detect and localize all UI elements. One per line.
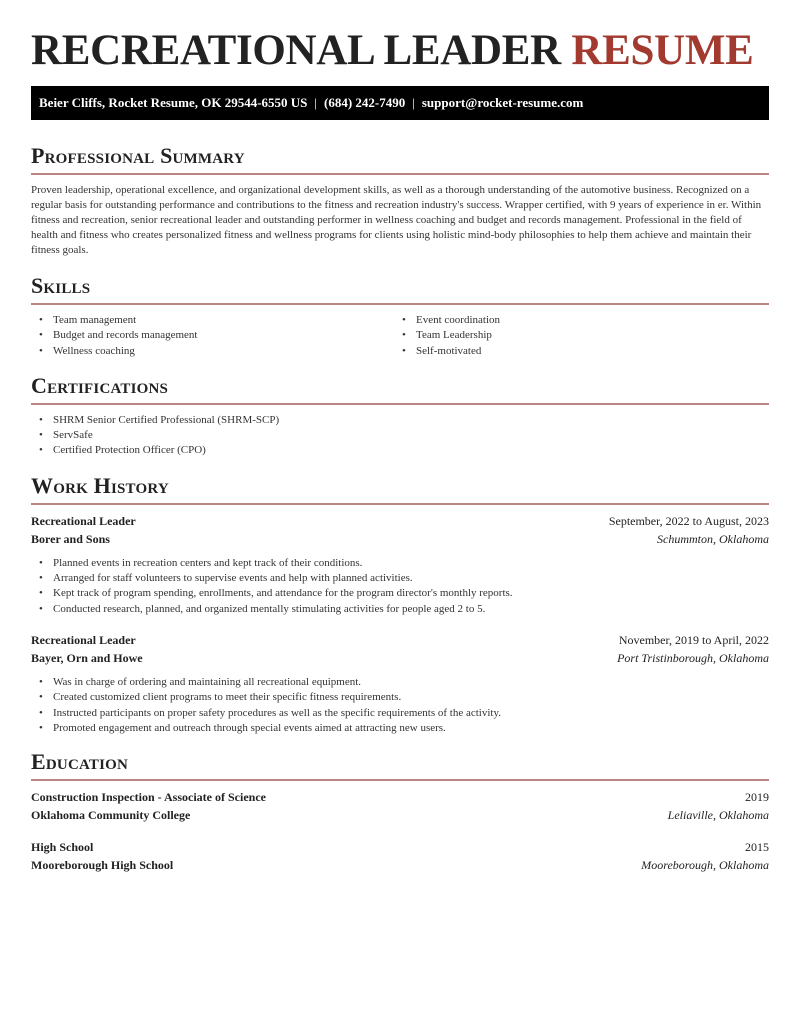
- job-company: Borer and Sons: [31, 531, 110, 546]
- education-location: Leliaville, Oklahoma: [667, 808, 769, 823]
- education-entry: [31, 838, 769, 874]
- contact-email[interactable]: support@rocket-resume.com: [421, 95, 584, 110]
- education-degree-row: [31, 788, 769, 806]
- section-divider: [31, 403, 769, 405]
- certification-item: • ServSafe: [31, 428, 769, 443]
- job-dates: November, 2019 to April, 2022: [618, 632, 769, 647]
- skill-item: • Team Leadership: [394, 328, 757, 343]
- education-year: 2019: [745, 790, 769, 805]
- job-position: Recreational Leader: [31, 632, 136, 647]
- job-duty: • Arranged for staff volunteers to supervise events and help with planned activities.: [31, 571, 769, 586]
- education-degree-row: [31, 838, 769, 856]
- job-company-row: [31, 649, 769, 667]
- education-location: Mooreborough, Oklahoma: [641, 858, 769, 873]
- job-duties-list: [31, 556, 769, 617]
- job-duty: • Conducted research, planned, and organized mentally stimulating activities for people aged 2 to 5.: [31, 602, 769, 617]
- certifications-list: [31, 413, 769, 459]
- job-header-row: [31, 512, 769, 530]
- summary-section: [31, 143, 769, 258]
- section-heading-education: Education: [31, 749, 129, 775]
- resume-page: [31, 0, 769, 874]
- job-dates: September, 2022 to August, 2023: [608, 513, 769, 528]
- education-school: Oklahoma Community College: [31, 808, 191, 823]
- skills-section: [31, 273, 769, 359]
- resume-title: [31, 27, 769, 75]
- job-entry: [31, 631, 769, 736]
- education-degree: Construction Inspection - Associate of Science: [31, 790, 266, 805]
- skills-column-left: [31, 313, 394, 359]
- skill-item: • Event coordination: [394, 313, 757, 328]
- contact-separator: |: [314, 95, 318, 110]
- section-heading-work-history: Work History: [31, 472, 169, 498]
- education-school-row: [31, 806, 769, 824]
- job-duty: • Was in charge of ordering and maintaining all recreational equipment.: [31, 675, 769, 690]
- education-school: Mooreborough High School: [31, 858, 174, 873]
- education-section: [31, 749, 769, 874]
- work-history-section: [31, 473, 769, 736]
- certifications-section: [31, 373, 769, 459]
- education-school-row: [31, 856, 769, 874]
- section-divider: [31, 173, 769, 175]
- job-position: Recreational Leader: [31, 513, 136, 528]
- title-main: RECREATIONAL LEADER: [31, 27, 561, 74]
- job-company: Bayer, Orn and Howe: [31, 650, 143, 665]
- job-header-row: [31, 631, 769, 649]
- summary-text: Proven leadership, operational excellence, and organizational development skills, as well as a thorough understanding of the automotive business. Recognized on a regular basis for outstanding performance and contributions to the fitness and recreation industry's success. Wrapper certified, with 9 years of experience in er. Within fitness and recreation, senior recreational leader and outstanding performer in wellness coaching and budget and records management. Professional in the field of health and fitness who creates personalized fitness and wellness programs for clients using holistic mind-body philosophies to help them achieve and maintain their fitness goals.: [31, 184, 762, 256]
- section-divider: [31, 779, 769, 781]
- job-duties-list: [31, 675, 769, 736]
- certification-item: • Certified Protection Officer (CPO): [31, 443, 769, 458]
- section-divider: [31, 503, 769, 505]
- job-duty: • Created customized client programs to meet their specific fitness requirements.: [31, 690, 769, 705]
- title-accent: RESUME: [571, 27, 754, 74]
- job-location: Port Tristinborough, Oklahoma: [617, 650, 769, 665]
- job-duty: • Kept track of program spending, enrollments, and attendance for the program director's monthly reports.: [31, 586, 769, 601]
- skill-item: • Self-motivated: [394, 344, 757, 359]
- skill-item: • Team management: [31, 313, 394, 328]
- section-divider: [31, 303, 769, 305]
- certification-item: • SHRM Senior Certified Professional (SHRM-SCP): [31, 413, 769, 428]
- education-degree: High School: [31, 840, 94, 855]
- job-location: Schummton, Oklahoma: [657, 531, 769, 546]
- skill-item: • Budget and records management: [31, 328, 394, 343]
- skill-item: • Wellness coaching: [31, 344, 394, 359]
- section-heading-certifications: Certifications: [31, 372, 169, 398]
- education-entry: [31, 788, 769, 824]
- skills-column-right: [394, 313, 757, 359]
- contact-bar: [31, 86, 769, 120]
- skills-grid: [31, 313, 769, 359]
- contact-separator: |: [412, 95, 415, 110]
- job-duty: • Instructed participants on proper safety procedures as well as the specific requirements of the activity.: [31, 706, 769, 721]
- section-heading-summary: Professional Summary: [31, 143, 245, 168]
- education-year: 2015: [745, 840, 769, 855]
- contact-address: Beier Cliffs, Rocket Resume, OK 29544-6550 US: [39, 95, 308, 110]
- contact-phone: (684) 242-7490: [324, 95, 406, 110]
- job-duty: • Promoted engagement and outreach through special events aimed at attracting new users.: [31, 721, 769, 736]
- section-heading-skills: Skills: [31, 273, 91, 298]
- job-duty: • Planned events in recreation centers and kept track of their conditions.: [31, 556, 769, 571]
- job-entry: [31, 512, 769, 617]
- job-company-row: [31, 530, 769, 548]
